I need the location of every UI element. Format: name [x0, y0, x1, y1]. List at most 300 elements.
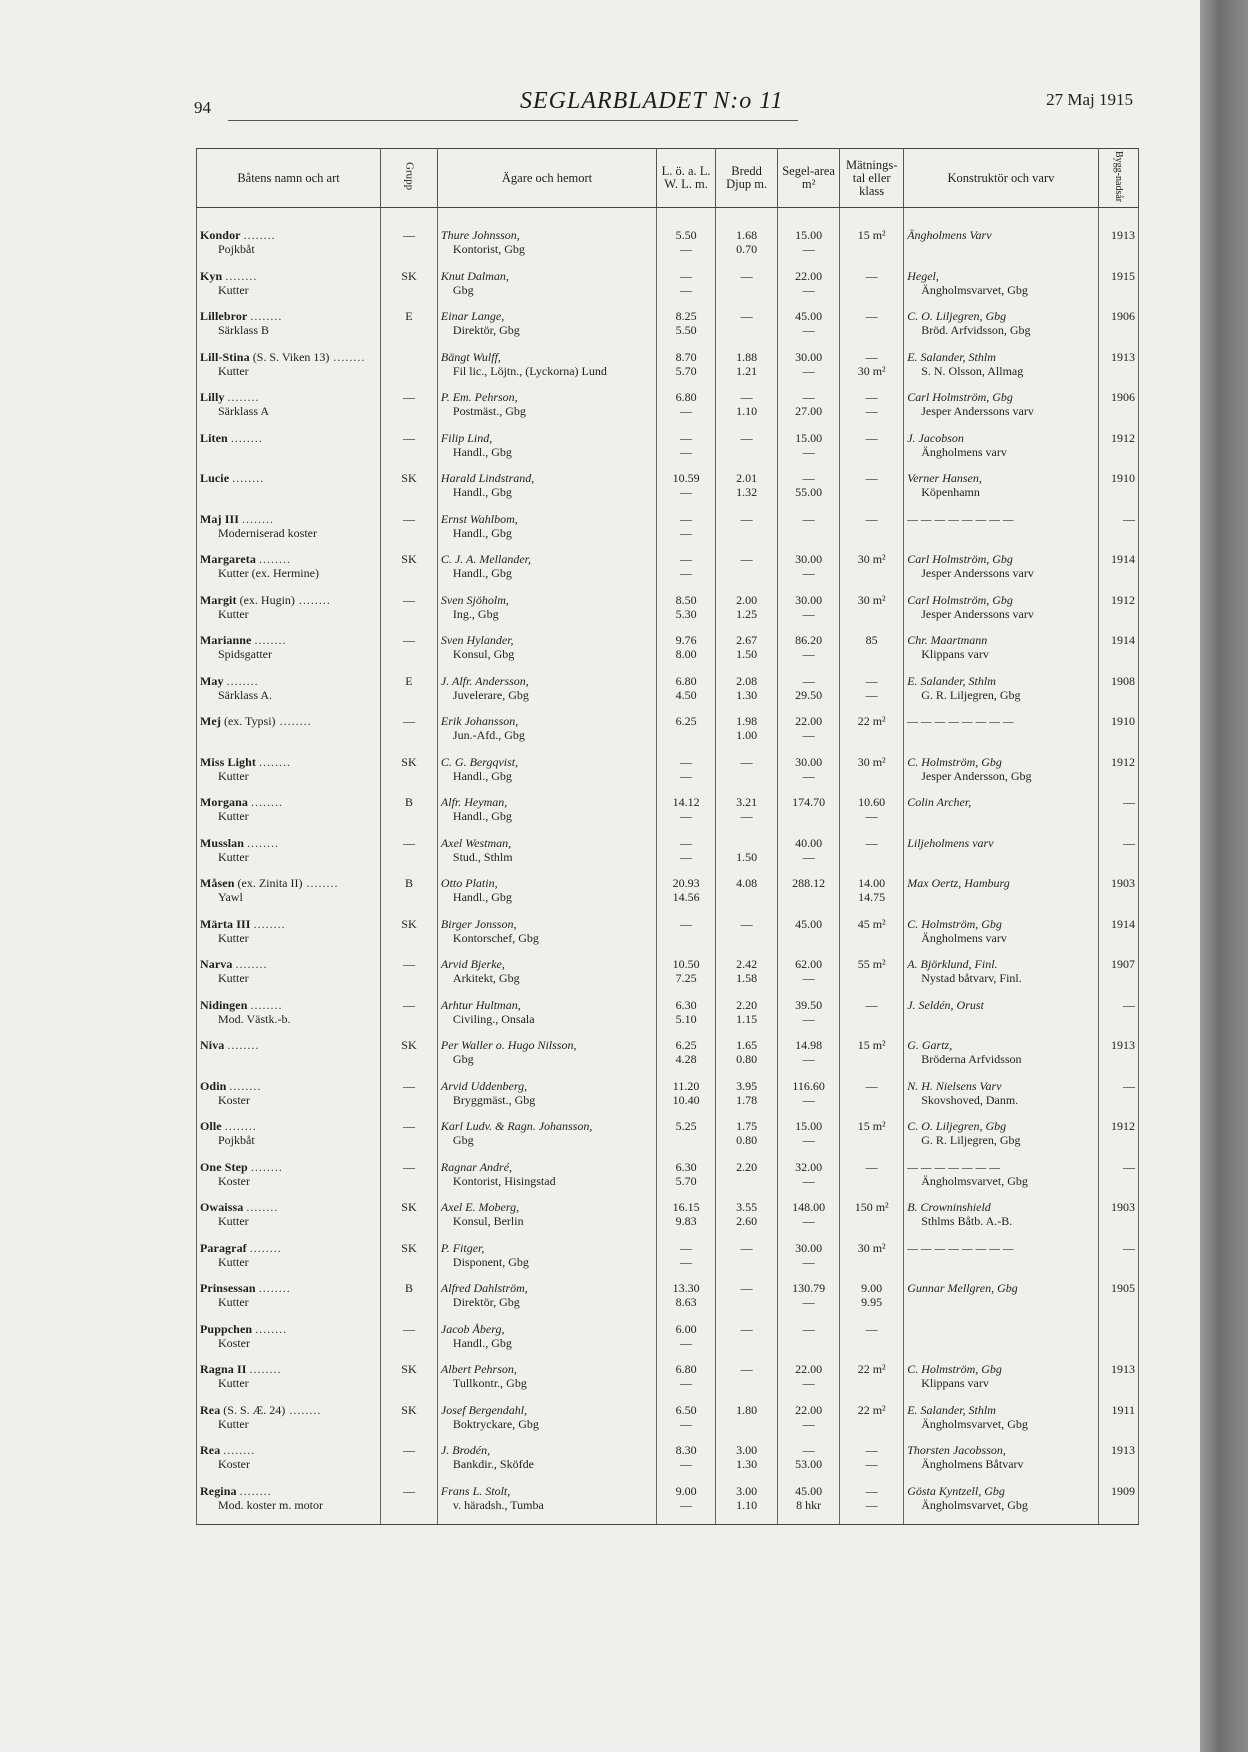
shipyard: Jesper Andersson, Gbg: [921, 768, 1032, 783]
table-row: [197, 1281, 1139, 1322]
sail-area-extra: —: [802, 282, 815, 297]
measure-cell: [840, 208, 904, 269]
draft: [719, 890, 774, 904]
group: —: [402, 228, 415, 242]
sail-area: 40.00: [795, 835, 823, 850]
length-overall: —: [680, 916, 693, 931]
boat-cell: [197, 431, 381, 472]
build-year: —: [1123, 1240, 1135, 1255]
build-year: 1913: [1111, 1362, 1135, 1376]
beam-cell: [716, 876, 778, 917]
beam: 3.21: [736, 795, 758, 809]
sail-area: —: [802, 1443, 815, 1457]
constructor-cell: [904, 1484, 1098, 1525]
beam-cell: [716, 1322, 778, 1363]
boat-type: Kutter: [218, 809, 249, 823]
boat-name: Odin: [200, 1078, 227, 1093]
shipyard: [907, 728, 1094, 742]
owner-name: Axel Westman,: [440, 835, 512, 850]
owner-name: Otto Platin,: [440, 876, 498, 890]
length-overall: —: [680, 754, 693, 769]
group-cell: [381, 714, 438, 755]
boat-cell: [197, 1160, 381, 1201]
year-cell: [1098, 269, 1138, 310]
draft: 1.21: [736, 363, 758, 378]
constructor-cell: [904, 633, 1098, 674]
measure-cell: [840, 755, 904, 796]
constructor: Colin Archer,: [907, 795, 972, 809]
boat-cell: [197, 714, 381, 755]
length-overall: 6.00: [675, 1321, 697, 1336]
constructor-cell: [904, 836, 1098, 877]
owner-cell: [437, 269, 656, 310]
boat-name: Kondor: [200, 228, 241, 242]
beam: —: [740, 754, 753, 769]
boat-type: Moderniserad koster: [218, 525, 317, 540]
group-cell: [381, 269, 438, 310]
measurement-class-extra: [843, 1174, 900, 1188]
boat-name: May: [200, 673, 224, 688]
owner-cell: [437, 512, 656, 553]
beam: [719, 836, 774, 850]
group: —: [402, 1443, 415, 1457]
boat-name: Margareta: [200, 552, 256, 566]
owner-info: Stud., Sthlm: [452, 849, 513, 864]
owner-name: Albert Pehrson,: [440, 1362, 517, 1376]
sail-area: 22.00: [795, 714, 823, 728]
sail-area-extra: 53.00: [795, 1457, 823, 1471]
leader-dots: ........: [250, 997, 283, 1012]
boat-name: Rea: [200, 1443, 221, 1457]
boat-name-extra: (S. S. Viken 13): [252, 349, 330, 364]
measurement-class-extra: [843, 1417, 900, 1431]
owner-cell: [437, 593, 656, 634]
year-cell: [1098, 471, 1138, 512]
length-overall: 13.30: [672, 1281, 700, 1295]
sail-cell: [778, 633, 840, 674]
length-waterline: —: [680, 809, 693, 823]
sail-area: 22.00: [795, 1402, 823, 1417]
year-cell: [1098, 1443, 1138, 1484]
build-year: 1910: [1111, 471, 1135, 485]
draft: [719, 1336, 774, 1350]
boat-cell: [197, 1484, 381, 1525]
length-waterline: 5.70: [675, 1173, 697, 1188]
measure-cell: [840, 390, 904, 431]
table-row: [197, 1362, 1139, 1403]
beam-cell: [716, 593, 778, 634]
group-cell: [381, 1160, 438, 1201]
sail-cell: [778, 674, 840, 715]
shipyard: [907, 1336, 1094, 1350]
measurement-class: —: [865, 1078, 878, 1093]
beam: 2.20: [736, 1159, 758, 1174]
length-overall: 8.30: [675, 1443, 697, 1457]
measurement-class: —: [865, 268, 878, 283]
loa-cell: [657, 1119, 716, 1160]
constructor-cell: [904, 795, 1098, 836]
boat-cell: [197, 1281, 381, 1322]
sail-area-extra: [781, 890, 836, 904]
draft: 0.70: [736, 242, 758, 256]
year-cell: [1098, 836, 1138, 877]
shipyard: Skovshoved, Danm.: [921, 1092, 1019, 1107]
beam-cell: [716, 1200, 778, 1241]
table-row: [197, 1403, 1139, 1444]
group: B: [404, 876, 413, 890]
length-waterline: —: [680, 242, 693, 256]
sail-area-extra: [781, 1336, 836, 1350]
measurement-class: —: [865, 1443, 878, 1457]
length-waterline: —: [680, 768, 693, 783]
measure-cell: [840, 1484, 904, 1525]
build-year: 1912: [1111, 1119, 1135, 1133]
owner-cell: [437, 714, 656, 755]
sail-area-extra: —: [802, 1173, 815, 1188]
group: SK: [401, 754, 417, 769]
constructor: Carl Holmström, Gbg: [907, 592, 1013, 607]
build-year: 1913: [1111, 1038, 1135, 1052]
owner-info: Fil lic., Löjtn., (Lyckorna) Lund: [452, 363, 607, 378]
draft: [719, 931, 774, 945]
draft: [719, 1376, 774, 1390]
boat-cell: [197, 917, 381, 958]
length-waterline: 4.50: [675, 687, 697, 702]
measurement-class-extra: —: [865, 809, 878, 823]
sail-area: —: [802, 471, 815, 485]
constructor-cell: [904, 593, 1098, 634]
owner-name: Per Waller o. Hugo Nilsson,: [440, 1038, 577, 1052]
table-row: [197, 431, 1139, 472]
length-waterline: 5.30: [675, 606, 697, 621]
sail-area-extra: —: [802, 1092, 815, 1107]
boat-type: Mod. Västk.-b.: [218, 1011, 291, 1026]
boat-cell: [197, 836, 381, 877]
boat-type: Koster: [218, 1173, 250, 1188]
leader-dots: ........: [223, 1443, 256, 1457]
sail-cell: [778, 350, 840, 391]
sail-cell: [778, 1443, 840, 1484]
group: —: [402, 1078, 415, 1093]
boat-name: One Step: [200, 1159, 248, 1174]
sail-area-extra: —: [802, 363, 815, 378]
measurement-class-extra: 14.75: [858, 890, 886, 904]
length-overall: 5.50: [675, 228, 697, 242]
constructor-cell: [904, 957, 1098, 998]
owner-name: Alfred Dahlström,: [440, 1281, 528, 1295]
boat-cell: [197, 795, 381, 836]
length-waterline: —: [680, 525, 693, 540]
owner-info: Arkitekt, Gbg: [452, 971, 520, 985]
length-overall: —: [680, 268, 693, 283]
owner-info: Handl., Gbg: [452, 768, 512, 783]
owner-info: Direktör, Gbg: [452, 1295, 520, 1309]
length-overall: 6.80: [675, 1362, 697, 1376]
beam: 3.00: [736, 1443, 758, 1457]
group: SK: [401, 916, 417, 931]
group-cell: [381, 350, 438, 391]
sail-area-extra: 55.00: [795, 485, 823, 499]
owner-cell: [437, 1443, 656, 1484]
table-row: [197, 633, 1139, 674]
length-waterline: 5.70: [675, 363, 697, 378]
sail-area-extra: —: [802, 1052, 815, 1066]
shipyard: [907, 1255, 1094, 1269]
constructor: Ängholmens Varv: [907, 228, 992, 242]
measurement-class-extra: [843, 242, 900, 256]
group: SK: [401, 552, 417, 566]
sail-area: 30.00: [795, 754, 823, 769]
beam: 3.95: [736, 1078, 758, 1093]
group: E: [405, 309, 413, 323]
beam: 1.88: [736, 349, 758, 364]
measurement-class-extra: [843, 566, 900, 580]
build-year: —: [1123, 511, 1135, 526]
length-overall: 6.30: [675, 1159, 697, 1174]
col-header-beam: Bredd Djup m.: [716, 149, 778, 208]
measurement-class: —: [865, 1483, 878, 1498]
measurement-class-extra: [843, 1052, 900, 1066]
boat-type: Pojkbåt: [218, 242, 255, 256]
measure-cell: [840, 1443, 904, 1484]
length-overall: —: [680, 835, 693, 850]
boat-cell: [197, 1079, 381, 1120]
loa-cell: [657, 1160, 716, 1201]
sail-area-extra: 27.00: [795, 404, 823, 418]
owner-info: Handl., Gbg: [452, 566, 512, 580]
constructor-cell: [904, 390, 1098, 431]
measure-cell: [840, 593, 904, 634]
boat-cell: [197, 1119, 381, 1160]
build-year: 1909: [1111, 1483, 1135, 1498]
measurement-class: —: [865, 471, 878, 485]
leader-dots: ........: [255, 1321, 288, 1336]
measurement-class: —: [865, 309, 878, 323]
sail-cell: [778, 471, 840, 512]
group-cell: [381, 998, 438, 1039]
draft: 1.50: [736, 849, 758, 864]
measure-cell: [840, 1200, 904, 1241]
issue-date: 27 Maj 1915: [1046, 90, 1133, 109]
draft: [719, 566, 774, 580]
measure-cell: [840, 471, 904, 512]
measurement-class-extra: [843, 485, 900, 499]
boat-cell: [197, 755, 381, 796]
beam: 2.01: [736, 471, 758, 485]
measurement-class: 10.60: [858, 795, 886, 809]
measurement-class-extra: [843, 931, 900, 945]
owner-info: Kontorist, Gbg: [452, 242, 525, 256]
sail-area: 288.12: [792, 876, 826, 890]
loa-cell: [657, 1362, 716, 1403]
owner-name: P. Em. Pehrson,: [440, 390, 518, 404]
beam-cell: [716, 269, 778, 310]
loa-cell: [657, 390, 716, 431]
draft: [719, 526, 774, 540]
boat-type: Särklass A: [218, 404, 269, 418]
owner-info: Handl., Gbg: [452, 890, 512, 904]
shipyard: [907, 850, 1094, 864]
constructor-cell: [904, 1362, 1098, 1403]
measurement-class-extra: [843, 526, 900, 540]
measure-cell: [840, 957, 904, 998]
build-year: 1913: [1111, 349, 1135, 364]
group: —: [402, 592, 415, 607]
owner-cell: [437, 1403, 656, 1444]
year-cell: [1098, 390, 1138, 431]
beam-cell: [716, 998, 778, 1039]
shipyard: Bröd. Arfvidsson, Gbg: [921, 323, 1031, 337]
beam: —: [740, 1240, 753, 1255]
owner-name: C. J. A. Mellander,: [440, 552, 532, 566]
boat-name: Puppchen: [200, 1321, 253, 1336]
shipyard: [907, 809, 1094, 823]
beam: 1.65: [736, 1038, 758, 1052]
length-overall: 5.25: [675, 1119, 697, 1133]
shipyard: Ängholmsvarvet, Gbg: [921, 282, 1028, 297]
sail-area-extra: —: [802, 1416, 815, 1431]
beam-cell: [716, 1119, 778, 1160]
group-cell: [381, 1079, 438, 1120]
group-cell: [381, 836, 438, 877]
owner-name: Ragnar André,: [440, 1159, 513, 1174]
measure-cell: [840, 1038, 904, 1079]
measurement-class: 45 m²: [857, 916, 886, 931]
year-cell: [1098, 755, 1138, 796]
measurement-class: 22 m²: [857, 1402, 886, 1417]
constructor: — — — — — — — —: [907, 714, 1014, 728]
boat-name: Morgana: [200, 795, 249, 809]
boat-type: Koster: [218, 1092, 250, 1107]
measure-cell: [840, 1160, 904, 1201]
measurement-class-extra: —: [865, 1457, 878, 1471]
year-cell: [1098, 552, 1138, 593]
owner-info: Konsul, Berlin: [452, 1214, 524, 1228]
boat-type: Kutter: [218, 363, 249, 378]
owner-cell: [437, 998, 656, 1039]
measure-cell: [840, 633, 904, 674]
boat-name: Nidingen: [200, 997, 248, 1012]
group: —: [402, 390, 415, 404]
constructor-cell: [904, 208, 1098, 269]
length-waterline: —: [680, 1457, 693, 1471]
draft: [719, 1255, 774, 1269]
owner-cell: [437, 1119, 656, 1160]
loa-cell: [657, 1281, 716, 1322]
group: [384, 350, 434, 364]
beam-cell: [716, 674, 778, 715]
beam-cell: [716, 309, 778, 350]
measure-cell: [840, 552, 904, 593]
leader-dots: ........: [285, 1402, 322, 1417]
year-cell: [1098, 1322, 1138, 1363]
owner-cell: [437, 471, 656, 512]
sail-area-extra: —: [802, 323, 815, 337]
sail-area-extra: —: [802, 566, 815, 580]
group-cell: [381, 208, 438, 269]
measure-cell: [840, 836, 904, 877]
draft: [719, 1417, 774, 1431]
measurement-class: —: [865, 349, 878, 364]
boat-cell: [197, 1038, 381, 1079]
measure-cell: [840, 1403, 904, 1444]
length-overall: 6.30: [675, 997, 697, 1012]
owner-info: Handl., Gbg: [452, 525, 512, 540]
boat-name: Märta III: [200, 916, 251, 931]
shipyard: Klippans varv: [921, 647, 989, 661]
loa-cell: [657, 1038, 716, 1079]
beam-cell: [716, 714, 778, 755]
owner-cell: [437, 1362, 656, 1403]
table-row: [197, 1119, 1139, 1160]
table-row: [197, 957, 1139, 998]
group-cell: [381, 957, 438, 998]
owner-info: Gbg: [452, 1133, 474, 1147]
sail-area: 45.00: [795, 916, 823, 931]
beam-cell: [716, 471, 778, 512]
group-cell: [381, 917, 438, 958]
col-header-owner: Ägare och hemort: [437, 149, 656, 208]
sail-cell: [778, 998, 840, 1039]
length-overall: 20.93: [672, 876, 700, 890]
sail-cell: [778, 1079, 840, 1120]
draft: [719, 283, 774, 297]
measure-cell: [840, 1281, 904, 1322]
shipyard: Ängholmens varv: [921, 444, 1007, 459]
boat-name: Regina: [200, 1483, 237, 1498]
owner-info: Gbg: [452, 282, 474, 297]
leader-dots: ........: [243, 228, 276, 242]
boat-cell: [197, 1322, 381, 1363]
measurement-class: 9.00: [861, 1281, 883, 1295]
constructor: G. Gartz,: [907, 1038, 953, 1052]
sail-area: 174.70: [792, 795, 826, 809]
sail-area: 39.50: [795, 997, 823, 1012]
measurement-class-extra: [843, 728, 900, 742]
measurement-class: —: [865, 673, 878, 688]
sail-area: 30.00: [795, 1240, 823, 1255]
shipyard: G. R. Liljegren, Gbg: [921, 687, 1021, 702]
boat-type: Kutter: [218, 1295, 249, 1309]
loa-cell: [657, 1241, 716, 1282]
boat-type: Kutter: [218, 971, 249, 985]
boat-name: Lillebror: [200, 309, 248, 323]
boat-name-extra: (ex. Hugin): [239, 592, 295, 607]
group: SK: [401, 471, 417, 485]
owner-name: Filip Lind,: [440, 430, 493, 445]
owner-name: Arvid Uddenberg,: [440, 1078, 528, 1093]
build-year: —: [1123, 1159, 1135, 1174]
beam: —: [740, 390, 753, 404]
measurement-class: 15 m²: [857, 1119, 886, 1133]
year-cell: [1098, 431, 1138, 472]
measurement-class-extra: [843, 1336, 900, 1350]
sail-area-extra: —: [802, 242, 815, 256]
group-cell: [381, 1322, 438, 1363]
table-row: [197, 917, 1139, 958]
sail-area-extra: —: [802, 971, 815, 985]
owner-cell: [437, 876, 656, 917]
owner-cell: [437, 917, 656, 958]
boat-type: Kutter: [218, 606, 249, 621]
constructor: B. Crowninshield: [907, 1200, 991, 1214]
col-header-loa: L. ö. a. L. W. L. m.: [657, 149, 716, 208]
loa-cell: [657, 714, 716, 755]
owner-cell: [437, 350, 656, 391]
draft: [719, 769, 774, 783]
sail-area: 30.00: [795, 349, 823, 364]
sail-area-extra: —: [802, 768, 815, 783]
